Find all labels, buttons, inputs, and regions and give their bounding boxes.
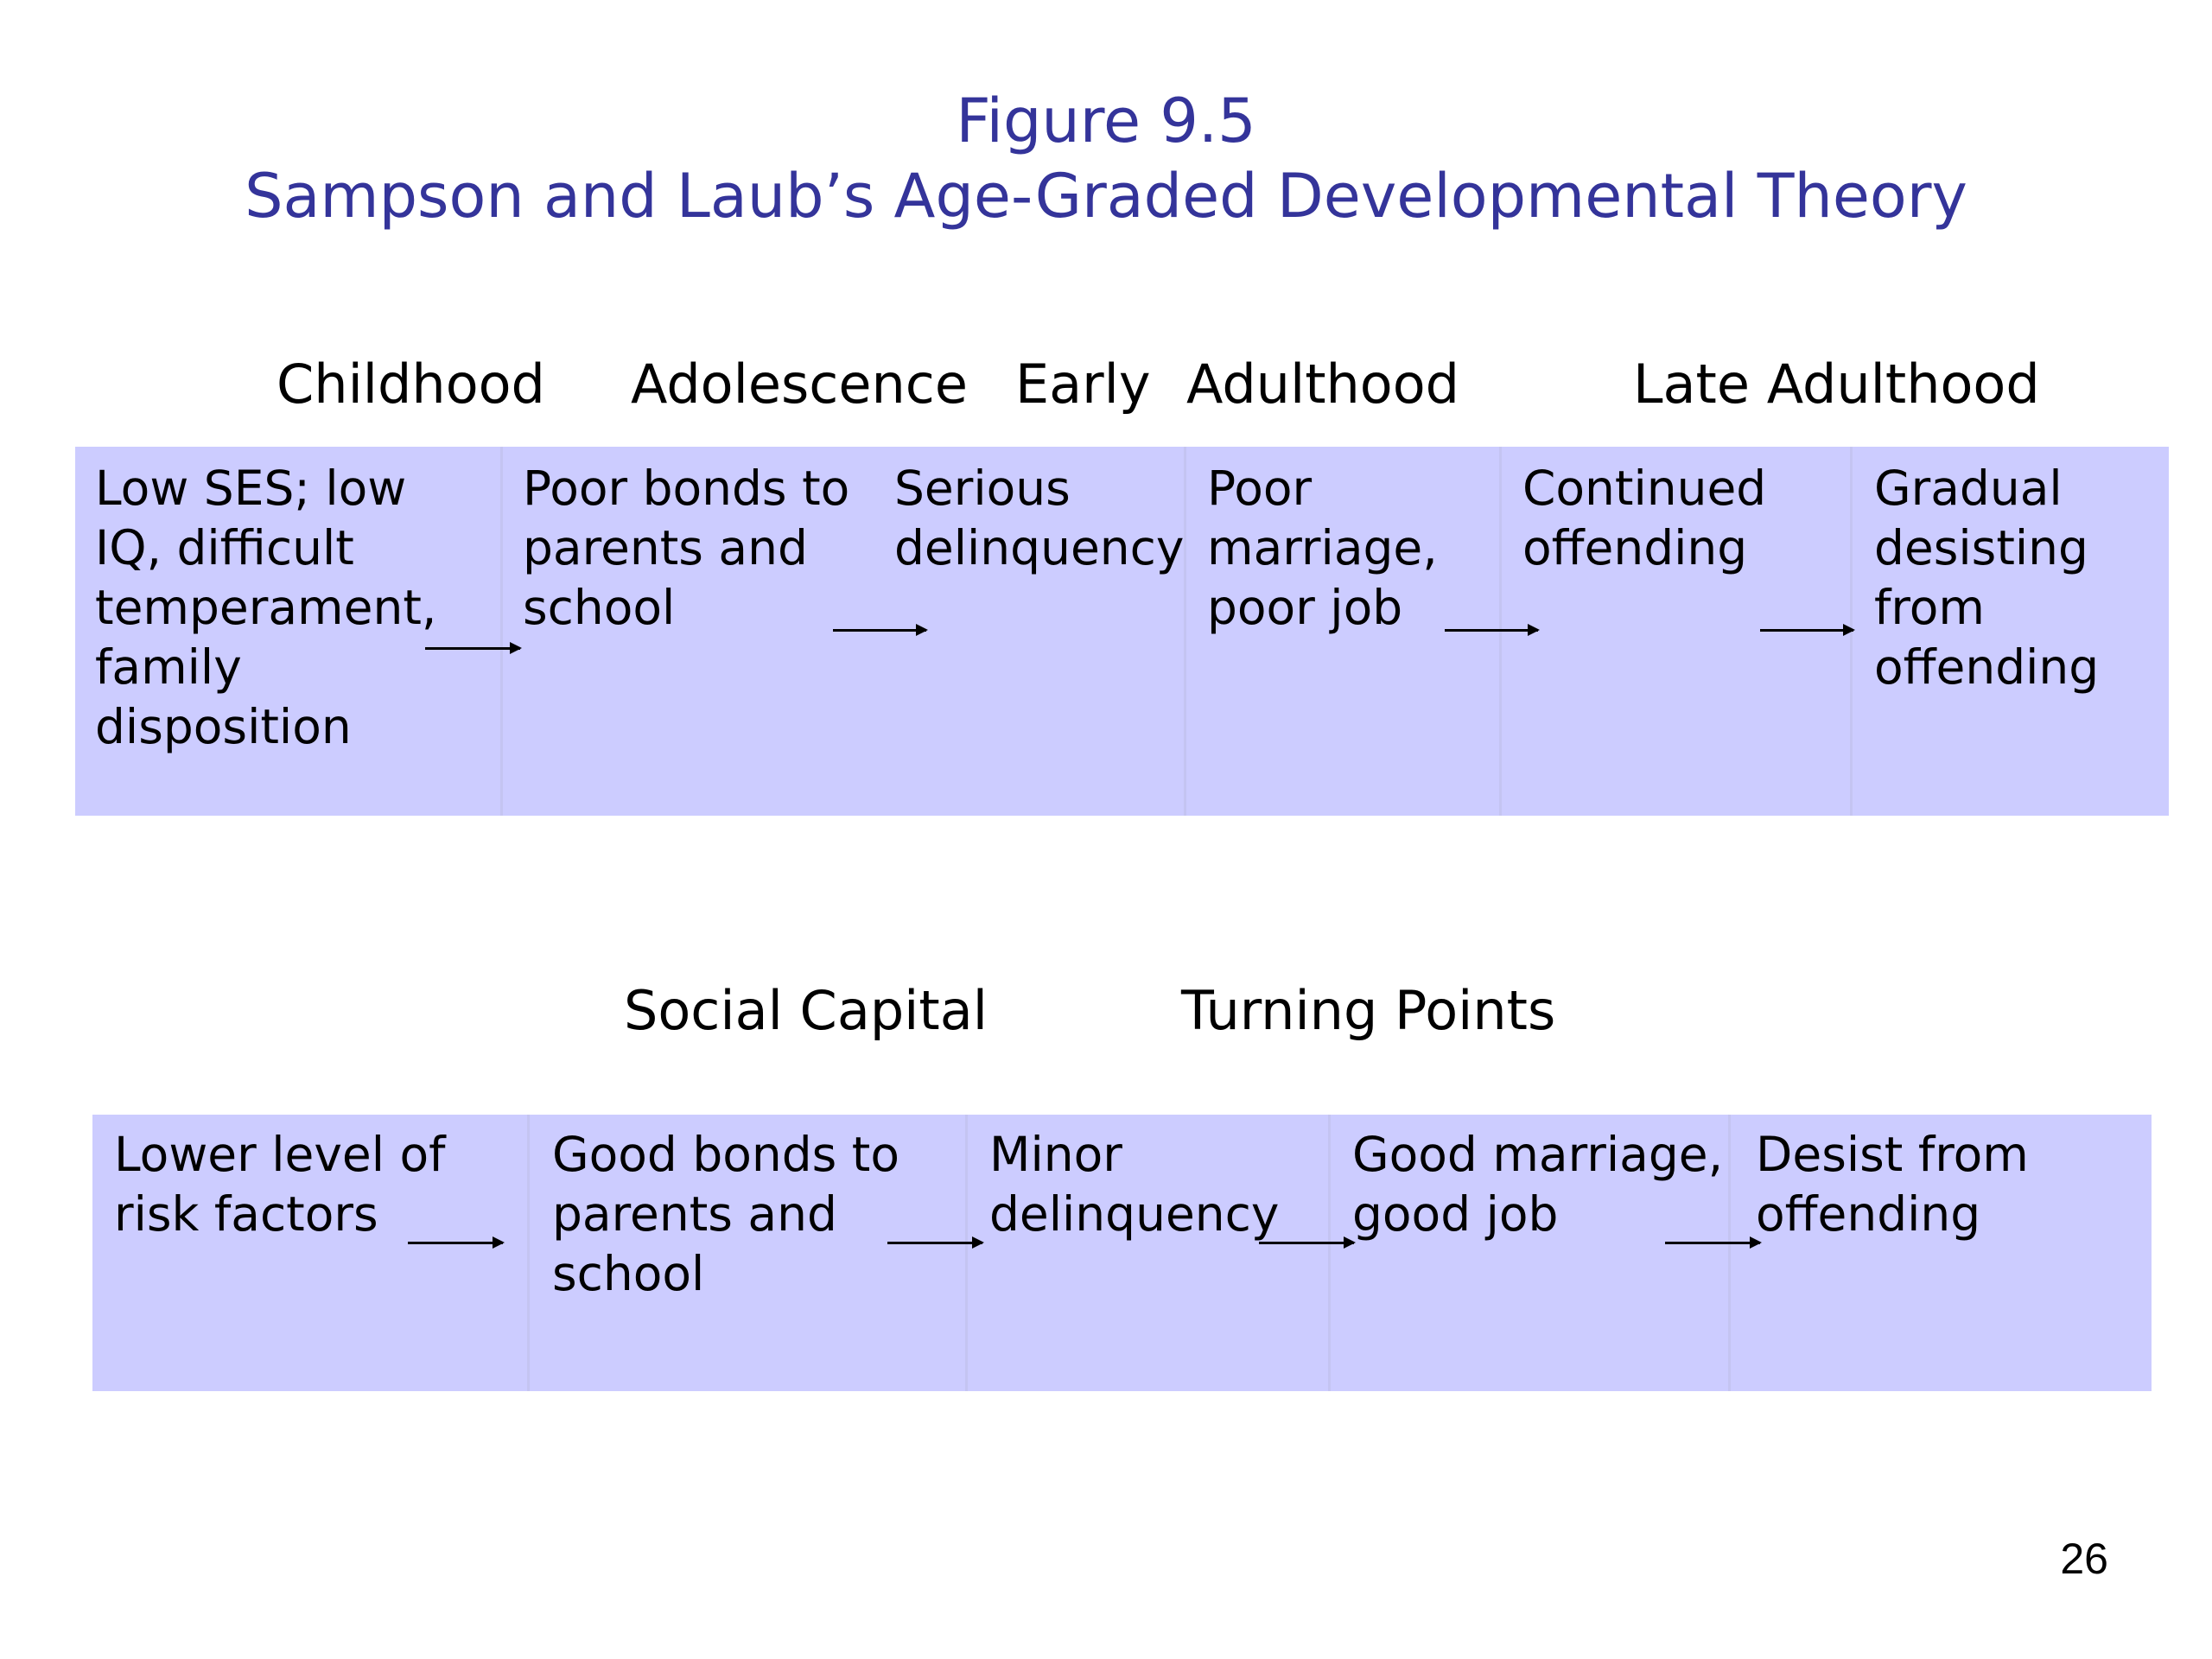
arrow-right-icon: [1445, 629, 1538, 632]
figure-label: Figure 9.5: [956, 86, 1256, 156]
cell-line: Lower level of: [114, 1127, 446, 1182]
cell-line: Poor: [1207, 461, 1313, 516]
arrow-right-icon: [1259, 1242, 1354, 1244]
cell-continued-offending: [1522, 459, 1766, 578]
column-divider: [965, 1115, 968, 1391]
cell-poor-bonds: [523, 459, 849, 638]
cell-line: delinquency: [894, 520, 1185, 575]
column-divider: [527, 1115, 530, 1391]
column-divider: [1184, 447, 1186, 816]
heading-childhood: Childhood: [276, 353, 545, 416]
top-sequence-band: [75, 447, 2169, 816]
column-divider: [500, 447, 503, 816]
cell-line: parents and: [552, 1186, 837, 1242]
cell-line: Good bonds to: [552, 1127, 899, 1182]
cell-good-marriage: [1352, 1125, 1723, 1244]
column-divider: [1728, 1115, 1731, 1391]
cell-low-ses: [95, 459, 436, 757]
cell-line: poor job: [1207, 580, 1403, 635]
heading-adulthood: Adulthood: [1186, 353, 1460, 416]
arrow-right-icon: [1665, 1242, 1760, 1244]
cell-line: Poor bonds to: [523, 461, 850, 516]
heading-turning-points: Turning Points: [1181, 979, 1556, 1042]
page-number: 26: [2060, 1535, 2108, 1583]
column-divider: [1328, 1115, 1331, 1391]
arrow-right-icon: [833, 629, 926, 632]
cell-line: Serious: [894, 461, 1071, 516]
cell-line: Continued: [1522, 461, 1767, 516]
cell-poor-marriage: [1207, 459, 1438, 638]
cell-line: desisting: [1874, 520, 2088, 575]
figure-title: Sampson and Laub’s Age-Graded Developmental Theory: [245, 161, 1967, 232]
cell-line: disposition: [95, 699, 352, 754]
heading-early: Early: [1015, 353, 1151, 416]
cell-serious-delinquency: [894, 459, 1184, 578]
cell-line: risk factors: [114, 1186, 378, 1242]
cell-lower-risk: [114, 1125, 446, 1244]
arrow-right-icon: [1760, 629, 1853, 632]
heading-late-adulthood: Late Adulthood: [1633, 353, 2040, 416]
cell-line: Good marriage,: [1352, 1127, 1724, 1182]
cell-gradual-desisting: [1874, 459, 2099, 697]
cell-line: offending: [1874, 639, 2100, 695]
cell-line: good job: [1352, 1186, 1559, 1242]
cell-line: Minor: [989, 1127, 1122, 1182]
heading-adolescence: Adolescence: [631, 353, 969, 416]
cell-desist: [1756, 1125, 2029, 1244]
cell-line: Gradual: [1874, 461, 2063, 516]
cell-line: temperament,: [95, 580, 437, 635]
cell-good-bonds: [552, 1125, 899, 1304]
arrow-right-icon: [408, 1242, 503, 1244]
cell-line: IQ, difficult: [95, 520, 354, 575]
cell-line: Low SES; low: [95, 461, 407, 516]
cell-line: offending: [1522, 520, 1748, 575]
cell-line: family: [95, 639, 242, 695]
cell-line: delinquency: [989, 1186, 1280, 1242]
cell-line: marriage,: [1207, 520, 1438, 575]
cell-line: Desist from: [1756, 1127, 2029, 1182]
bottom-sequence-band: [92, 1115, 2152, 1391]
arrow-right-icon: [425, 647, 520, 650]
cell-line: from: [1874, 580, 1985, 635]
cell-line: offending: [1756, 1186, 1981, 1242]
cell-minor-delinquency: [989, 1125, 1279, 1244]
cell-line: school: [523, 580, 676, 635]
heading-social-capital: Social Capital: [624, 979, 988, 1042]
cell-line: parents and: [523, 520, 808, 575]
arrow-right-icon: [887, 1242, 982, 1244]
cell-line: school: [552, 1246, 705, 1301]
